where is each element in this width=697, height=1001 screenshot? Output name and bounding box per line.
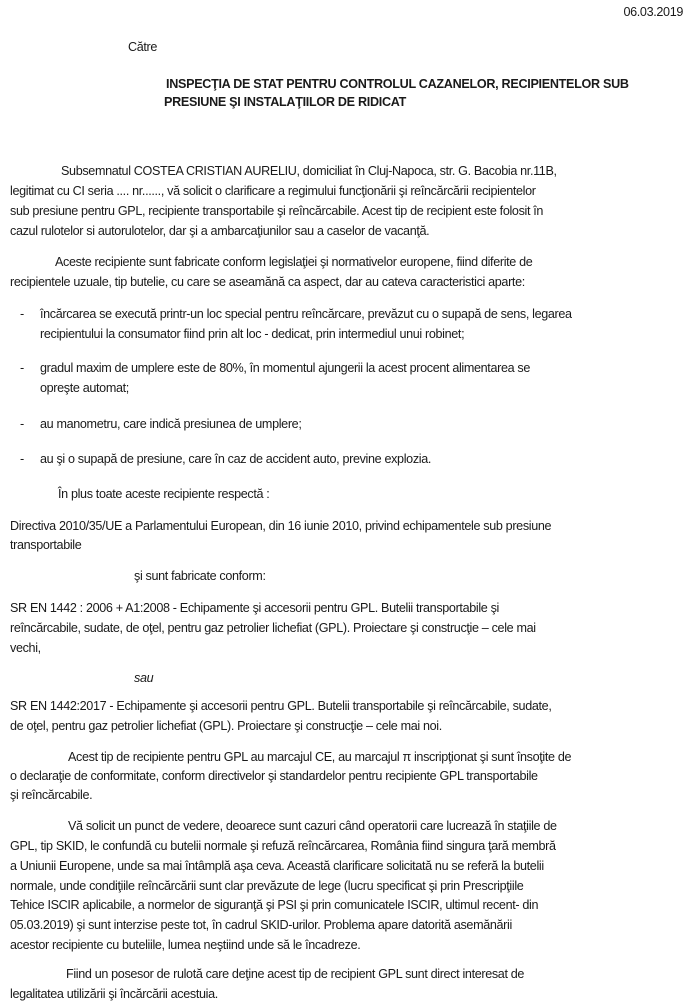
manufactured-label: şi sunt fabricate conform: bbox=[134, 569, 266, 583]
text-line: sub presiune pentru GPL, recipiente transportabile şi reîncărcabile. Acest tip de recipient este folosit în bbox=[10, 204, 544, 218]
text-line: Directiva 2010/35/UE a Parlamentului European, din 16 iunie 2010, privind echipamentele sub presiune bbox=[10, 519, 552, 533]
text-line: Aceste recipiente sunt fabricate conform legislaţiei şi normativelor europene, fiind diferite de bbox=[55, 255, 533, 269]
text-line: GPL, tip SKID, le confundă cu butelii normale şi refuză reîncărcarea, România fiind singura ţară membră bbox=[10, 839, 556, 853]
text-line: încărcarea se execută printr-un loc special pentru reîncărcare, prevăzut cu o supapă de sens, legarea bbox=[40, 307, 572, 321]
text-line: de oţel, pentru gaz petrolier lichefiat (GPL). Proiectare şi construcţie – cele mai noi. bbox=[10, 719, 442, 733]
paragraph-compliance-intro: În plus toate aceste recipiente respectă : bbox=[58, 487, 270, 501]
text-line: şi reîncărcabile. bbox=[10, 788, 93, 802]
text-line: transportabile bbox=[10, 538, 82, 552]
institution-name-line-1: INSPECŢIA DE STAT PENTRU CONTROLUL CAZANELOR, RECIPIENTELOR SUB bbox=[166, 77, 629, 91]
text-line: Fiind un posesor de rulotă care deţine acest tip de recipient GPL sunt direct interesat de bbox=[66, 967, 525, 981]
document-date: 06.03.2019 bbox=[623, 5, 683, 19]
bullet-dash: - bbox=[20, 361, 24, 375]
text-line: o declaraţie de conformitate, conform directivelor şi standardelor pentru recipiente GPL transportabile bbox=[10, 769, 538, 783]
text-line: recipientele uzuale, tip butelie, cu care se aseamănă ca aspect, dar au cateva caracteristici aparte: bbox=[10, 275, 525, 289]
institution-name-line-2: PRESIUNE ŞI INSTALAŢIILOR DE RIDICAT bbox=[164, 95, 407, 109]
text-line: SR EN 1442 : 2006 + A1:2008 - Echipamente şi accesorii pentru GPL. Butelii transportabile şi bbox=[10, 601, 499, 615]
text-line: Acest tip de recipiente pentru GPL au marcajul CE, au marcajul π inscripţionat şi sunt însoţite de bbox=[68, 750, 572, 764]
text-line: acestor recipiente cu buteliile, lumea neştiind unde să le încadreze. bbox=[10, 938, 361, 952]
bullet-dash: - bbox=[20, 307, 24, 321]
text-line: recipientului la consumator fiind prin alt loc - dedicat, prin intermediul unui robinet; bbox=[40, 327, 465, 341]
text-line: reîncărcabile, sudate, de oţel, pentru gaz petrolier lichefiat (GPL). Proiectare şi construcţie – cele mai bbox=[10, 621, 536, 635]
text-line: Vă solicit un punct de vedere, deoarece sunt cazuri când operatorii care lucrează în staţiile de bbox=[68, 819, 557, 833]
text-line: normale, unde condiţiile reîncărcării sunt clar prevăzute de lege (lucru specificat şi prin Prescripţiile bbox=[10, 879, 524, 893]
text-line: au manometru, care indică presiunea de umplere; bbox=[40, 417, 302, 431]
or-label: sau bbox=[134, 671, 154, 685]
to-label: Către bbox=[128, 40, 158, 54]
text-line: vechi, bbox=[10, 641, 41, 655]
text-line: legalitatea utilizării şi încărcării acestuia. bbox=[10, 987, 218, 1001]
text-line: Subsemnatul COSTEA CRISTIAN AURELIU, domiciliat în Cluj-Napoca, str. G. Bacobia nr.11B, bbox=[61, 164, 557, 178]
text-line: cazul rulotelor si autorulotelor, dar şi a ambarcaţiunilor sau a caselor de vacanţă. bbox=[10, 224, 430, 238]
text-line: gradul maxim de umplere este de 80%, în momentul ajungerii la acest procent alimentarea se bbox=[40, 361, 531, 375]
text-line: 05.03.2019) şi sunt interzise peste tot, în cadrul SKID-urilor. Problema apare datorită asemănării bbox=[10, 918, 512, 932]
bullet-dash: - bbox=[20, 452, 24, 466]
text-line: legitimat cu CI seria .... nr......, vă solicit o clarificare a regimului funcţionării şi reîncărcării recipientelor bbox=[10, 184, 536, 198]
text-line: au şi o supapă de presiune, care în caz de accident auto, previne explozia. bbox=[40, 452, 432, 466]
text-line: opreşte automat; bbox=[40, 381, 129, 395]
text-line: SR EN 1442:2017 - Echipamente şi accesorii pentru GPL. Butelii transportabile şi reîncărcabile, sudate, bbox=[10, 699, 552, 713]
text-line: a Uniunii Europene, unde sa mai întâmplă aşa ceva. Această clarificare solicitată nu se referă la butelii bbox=[10, 859, 544, 873]
bullet-dash: - bbox=[20, 417, 24, 431]
text-line: Tehice ISCIR aplicabile, a normelor de siguranţă şi PSI şi prin comunicatele ISCIR, ultimul recent- din bbox=[10, 898, 539, 912]
